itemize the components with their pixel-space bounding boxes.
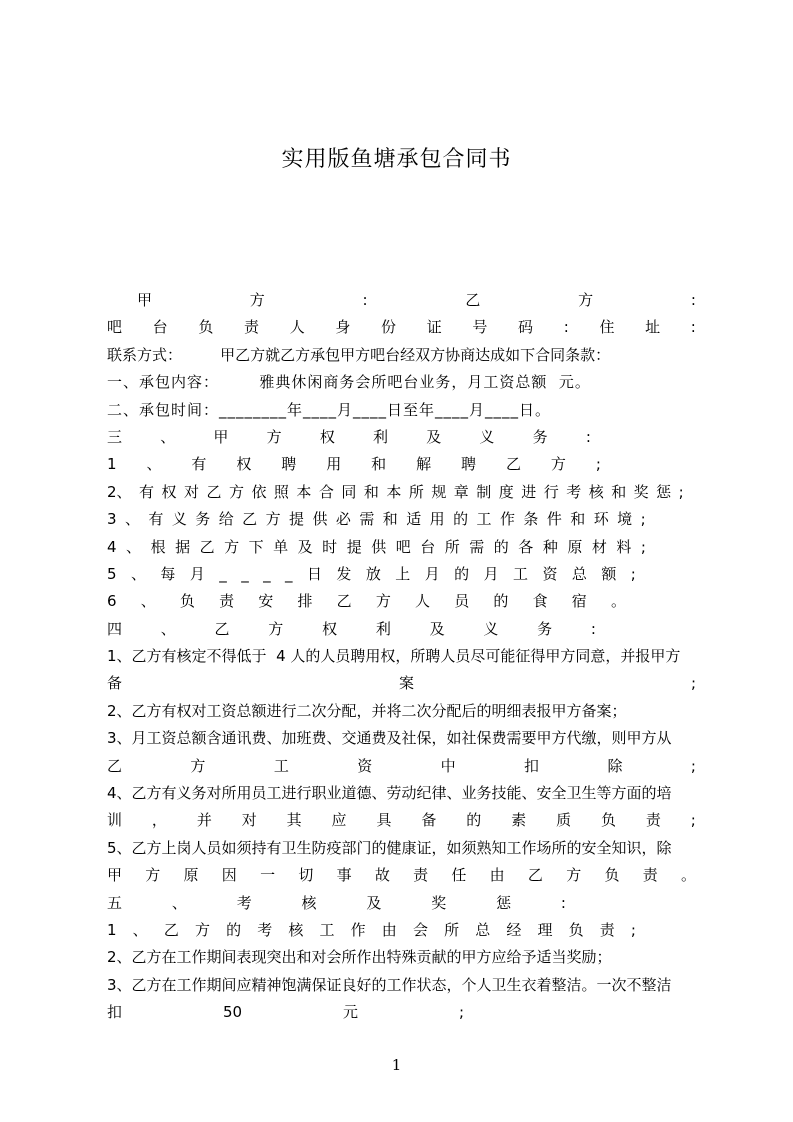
contract-line: 乙 方 工 资 中 扣 除 ; bbox=[107, 756, 696, 775]
contract-line: 3、月工资总额含通讯费、加班费、交通费及社保，如社保费需要甲方代缴，则甲方从 bbox=[107, 729, 672, 748]
contract-line: 5、乙方上岗人员如须持有卫生防疫部门的健康证，如须熟知工作场所的安全知识，除 bbox=[107, 838, 672, 857]
contract-line: 联系方式： 甲乙方就乙方承包甲方吧台经双方协商达成如下合同条款： bbox=[107, 345, 611, 364]
contract-line: 6 、 负 责 安 排 乙 方 人 员 的 食 宿 。 bbox=[107, 592, 626, 611]
contract-line: 1、乙方有核定不得低于 4 人的人员聘用权，所聘人员尽可能征得甲方同意，并报甲方 bbox=[107, 647, 681, 666]
contract-line: 1 、 乙 方 的 考 核 工 作 由 会 所 总 经 理 负 责 ; bbox=[107, 920, 636, 939]
contract-line: 四 、 乙 方 权 利 及 义 务 : bbox=[107, 619, 596, 638]
contract-line: 甲 方 原 因 一 切 事 故 责 任 由 乙 方 负 责 。 bbox=[107, 866, 696, 885]
page-number: 1 bbox=[391, 1056, 402, 1074]
contract-line: 甲 方 : 乙 方 : bbox=[137, 291, 696, 309]
contract-body bbox=[107, 287, 696, 1027]
contract-line: 五 、 考 核 及 奖 惩 : bbox=[107, 893, 566, 912]
contract-line: 2、乙方在工作期间表现突出和对会所作出特殊贡献的甲方应给予适当奖励； bbox=[107, 948, 612, 967]
contract-line: 4、乙方有义务对所用员工进行职业道德、劳动纪律、业务技能、安全卫生等方面的培 bbox=[107, 784, 672, 803]
contract-line: 5 、 每 月 _ _ _ _ 日 发 放 上 月 的 月 工 资 总 额 ; bbox=[107, 564, 636, 583]
contract-line: 三 、 甲 方 权 利 及 义 务 : bbox=[107, 427, 591, 446]
contract-line: 4 、 根 据 乙 方 下 单 及 时 提 供 吧 台 所 需 的 各 种 原 材 料 ; bbox=[107, 537, 646, 556]
contract-line: 2、 有 权 对 乙 方 依 照 本 合 同 和 本 所 规 章 制 度 进 行 考 核 和 奖 惩 ; bbox=[107, 482, 684, 501]
contract-line: 吧 台 负 责 人 身 份 证 号 码 : 住 址 : bbox=[107, 318, 696, 337]
contract-line: 3、乙方在工作期间应精神饱满保证良好的工作状态，个人卫生衣着整洁。一次不整洁 bbox=[107, 975, 672, 994]
contract-line: 训 ， 并 对 其 应 具 备 的 素 质 负 责 ; bbox=[107, 811, 696, 830]
contract-line: 一、承包内容： 雅典休闲商务会所吧台业务，月工资总额 元。 bbox=[107, 373, 591, 392]
contract-line: 二、承包时间：________年____月____日至年____月____日。 bbox=[107, 400, 552, 419]
contract-line: 1 、 有 权 聘 用 和 解 聘 乙 方 ; bbox=[107, 455, 601, 474]
contract-line: 2、乙方有权对工资总额进行二次分配，并将二次分配后的明细表报甲方备案； bbox=[107, 701, 627, 720]
contract-line: 扣 50 元 ; bbox=[107, 1003, 464, 1022]
contract-line: 3 、 有 义 务 给 乙 方 提 供 必 需 和 适 用 的 工 作 条 件 和 环 境 ; bbox=[107, 510, 646, 529]
document-title: 实用版鱼塘承包合同书 bbox=[281, 147, 512, 172]
contract-line: 备 案 ; bbox=[107, 674, 696, 693]
